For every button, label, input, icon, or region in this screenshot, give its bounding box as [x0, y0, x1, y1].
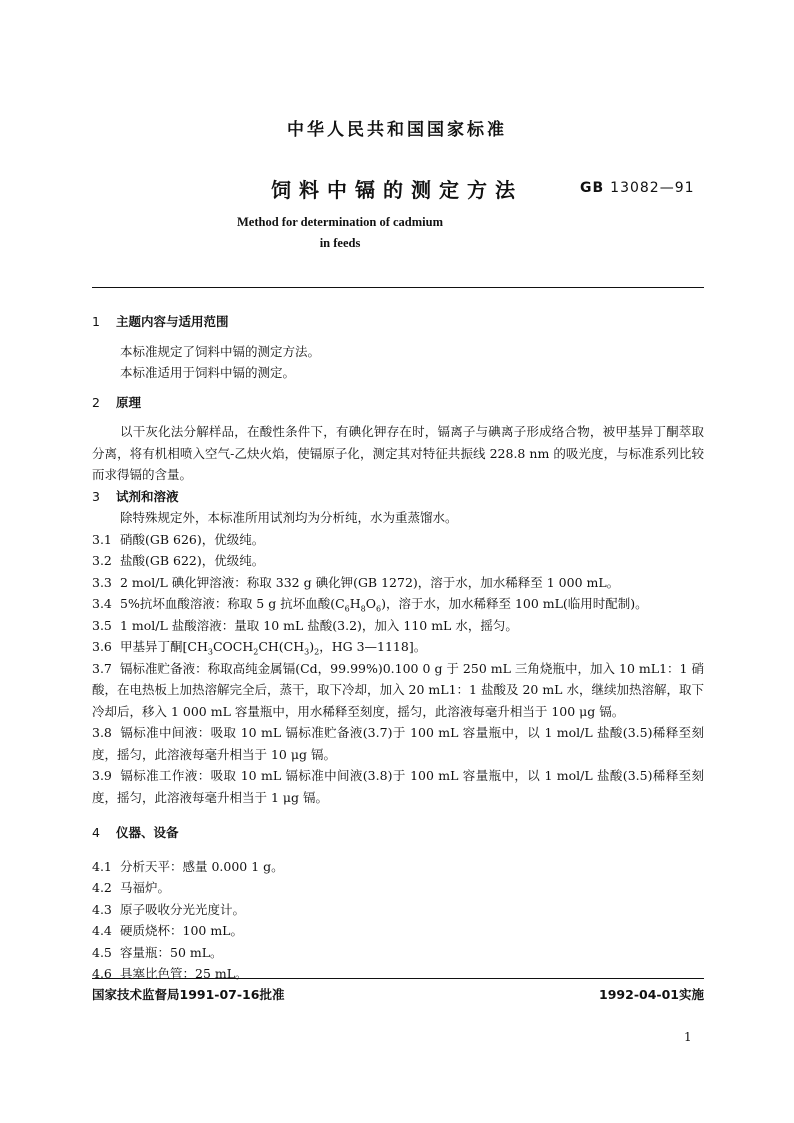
list-item: 3.2 盐酸(GB 622)，优级纯。 [92, 553, 265, 568]
header-divider [92, 287, 704, 288]
section-heading-3: 3 试剂和溶液 [92, 488, 179, 504]
standard-prefix: GB [580, 180, 605, 196]
paragraph: 除特殊规定外，本标准所用试剂均为分析纯，水为重蒸馏水。 [120, 510, 458, 525]
list-item: 3.3 2 mol/L 碘化钾溶液：称取 332 g 碘化钾(GB 1272)，溶于水，加水稀释至 1 000 mL。 [92, 574, 620, 590]
list-item: 3.7 镉标准贮备液：称取高纯金属镉(Cd，99.99%)0.100 0 g 于 250 mL 三角烧瓶中，加入 10 mL1：1 硝酸，在电热板上加热溶解完全后，蒸干，取下冷却，加入 20 mL1：1 盐酸及 20 mL 水，继续加热溶解，取下冷却后，移入 1 000 mL 容量瓶中，用水稀释至刻度，摇匀，此溶液每毫升相当于 100 μg 镉。 [92, 660, 704, 719]
list-item: 3.9 镉标准工作液：吸取 10 mL 镉标准中间液(3.8)于 100 mL 容量瓶中，以 1 mol/L 盐酸(3.5)稀释至刻度，摇匀，此溶液每毫升相当于 1 μg 镉。 [92, 768, 704, 805]
list-item: 3.4 5%抗坏血酸溶液：称取 5 g 抗坏血酸$(C_6H_8O_6)$，溶于水，加水稀释至 100 mL(临用时配制)。 [92, 596, 648, 614]
list-item: 4.4 硬质烧杯：100 mL。 [92, 923, 243, 938]
list-item: 3.8 镉标准中间液：吸取 10 mL 镉标准贮备液(3.7)于 100 mL 容量瓶中，以 1 mol/L 盐酸(3.5)稀释至刻度，摇匀，此溶液每毫升相当于 10 μg 镉。 [92, 725, 704, 762]
standard-number: 13082—91 [610, 180, 695, 196]
list-item: 4.1 分析天平：感量 0.000 1 g。 [92, 858, 284, 874]
section-heading-4: 4 仪器、设备 [92, 825, 179, 840]
list-item: 4.5 容量瓶：50 mL。 [92, 944, 223, 960]
list-item: 4.2 马福炉。 [92, 880, 171, 895]
document-title: 饲料中镉的测定方法 [271, 178, 523, 202]
section-heading-2: 2 原理 [92, 394, 142, 410]
page-number: 1 [684, 1030, 692, 1044]
approval-date: 国家技术监督局1991-07-16批准 [92, 987, 285, 1002]
section-heading-1: 1 主题内容与适用范围 [92, 314, 229, 329]
list-item: 3.1 硝酸(GB 626)，优级纯。 [92, 531, 265, 547]
footer-divider [92, 978, 704, 979]
english-title-line-2: in feeds [319, 236, 361, 250]
list-item: 4.6 具塞比色管：25 mL。 [92, 966, 248, 981]
paragraph: 以干灰化法分解样品，在酸性条件下，有碘化钾存在时，镉离子与碘离子形成络合物，被甲基异丁酮萃取分离，将有机相喷入空气-乙炔火焰，使镉原子化，测定其对特征共振线 228.8 nm 的吸光度，与标准系列比较而求得镉的含量。 [92, 424, 704, 482]
list-item: 3.5 1 mol/L 盐酸溶液：量取 10 mL 盐酸(3.2)，加入 110 mL 水，摇匀。 [92, 617, 518, 633]
effective-date: 1992-04-01实施 [599, 987, 704, 1002]
document-body [92, 311, 704, 985]
list-item: 3.6 甲基异丁酮[$CH_3COCH_2CH(CH_3)_2$，HG 3—1118]。 [92, 639, 427, 657]
paragraph: 本标准适用于饲料中镉的测定。 [120, 365, 296, 380]
national-standard-heading: 中华人民共和国国家标准 [287, 120, 507, 140]
list-item: 4.3 原子吸收分光光度计。 [92, 901, 246, 917]
paragraph: 本标准规定了饲料中镉的测定方法。 [120, 343, 321, 359]
standard-code [580, 180, 695, 196]
english-title-line-1: Method for determination of cadmium [237, 215, 443, 229]
